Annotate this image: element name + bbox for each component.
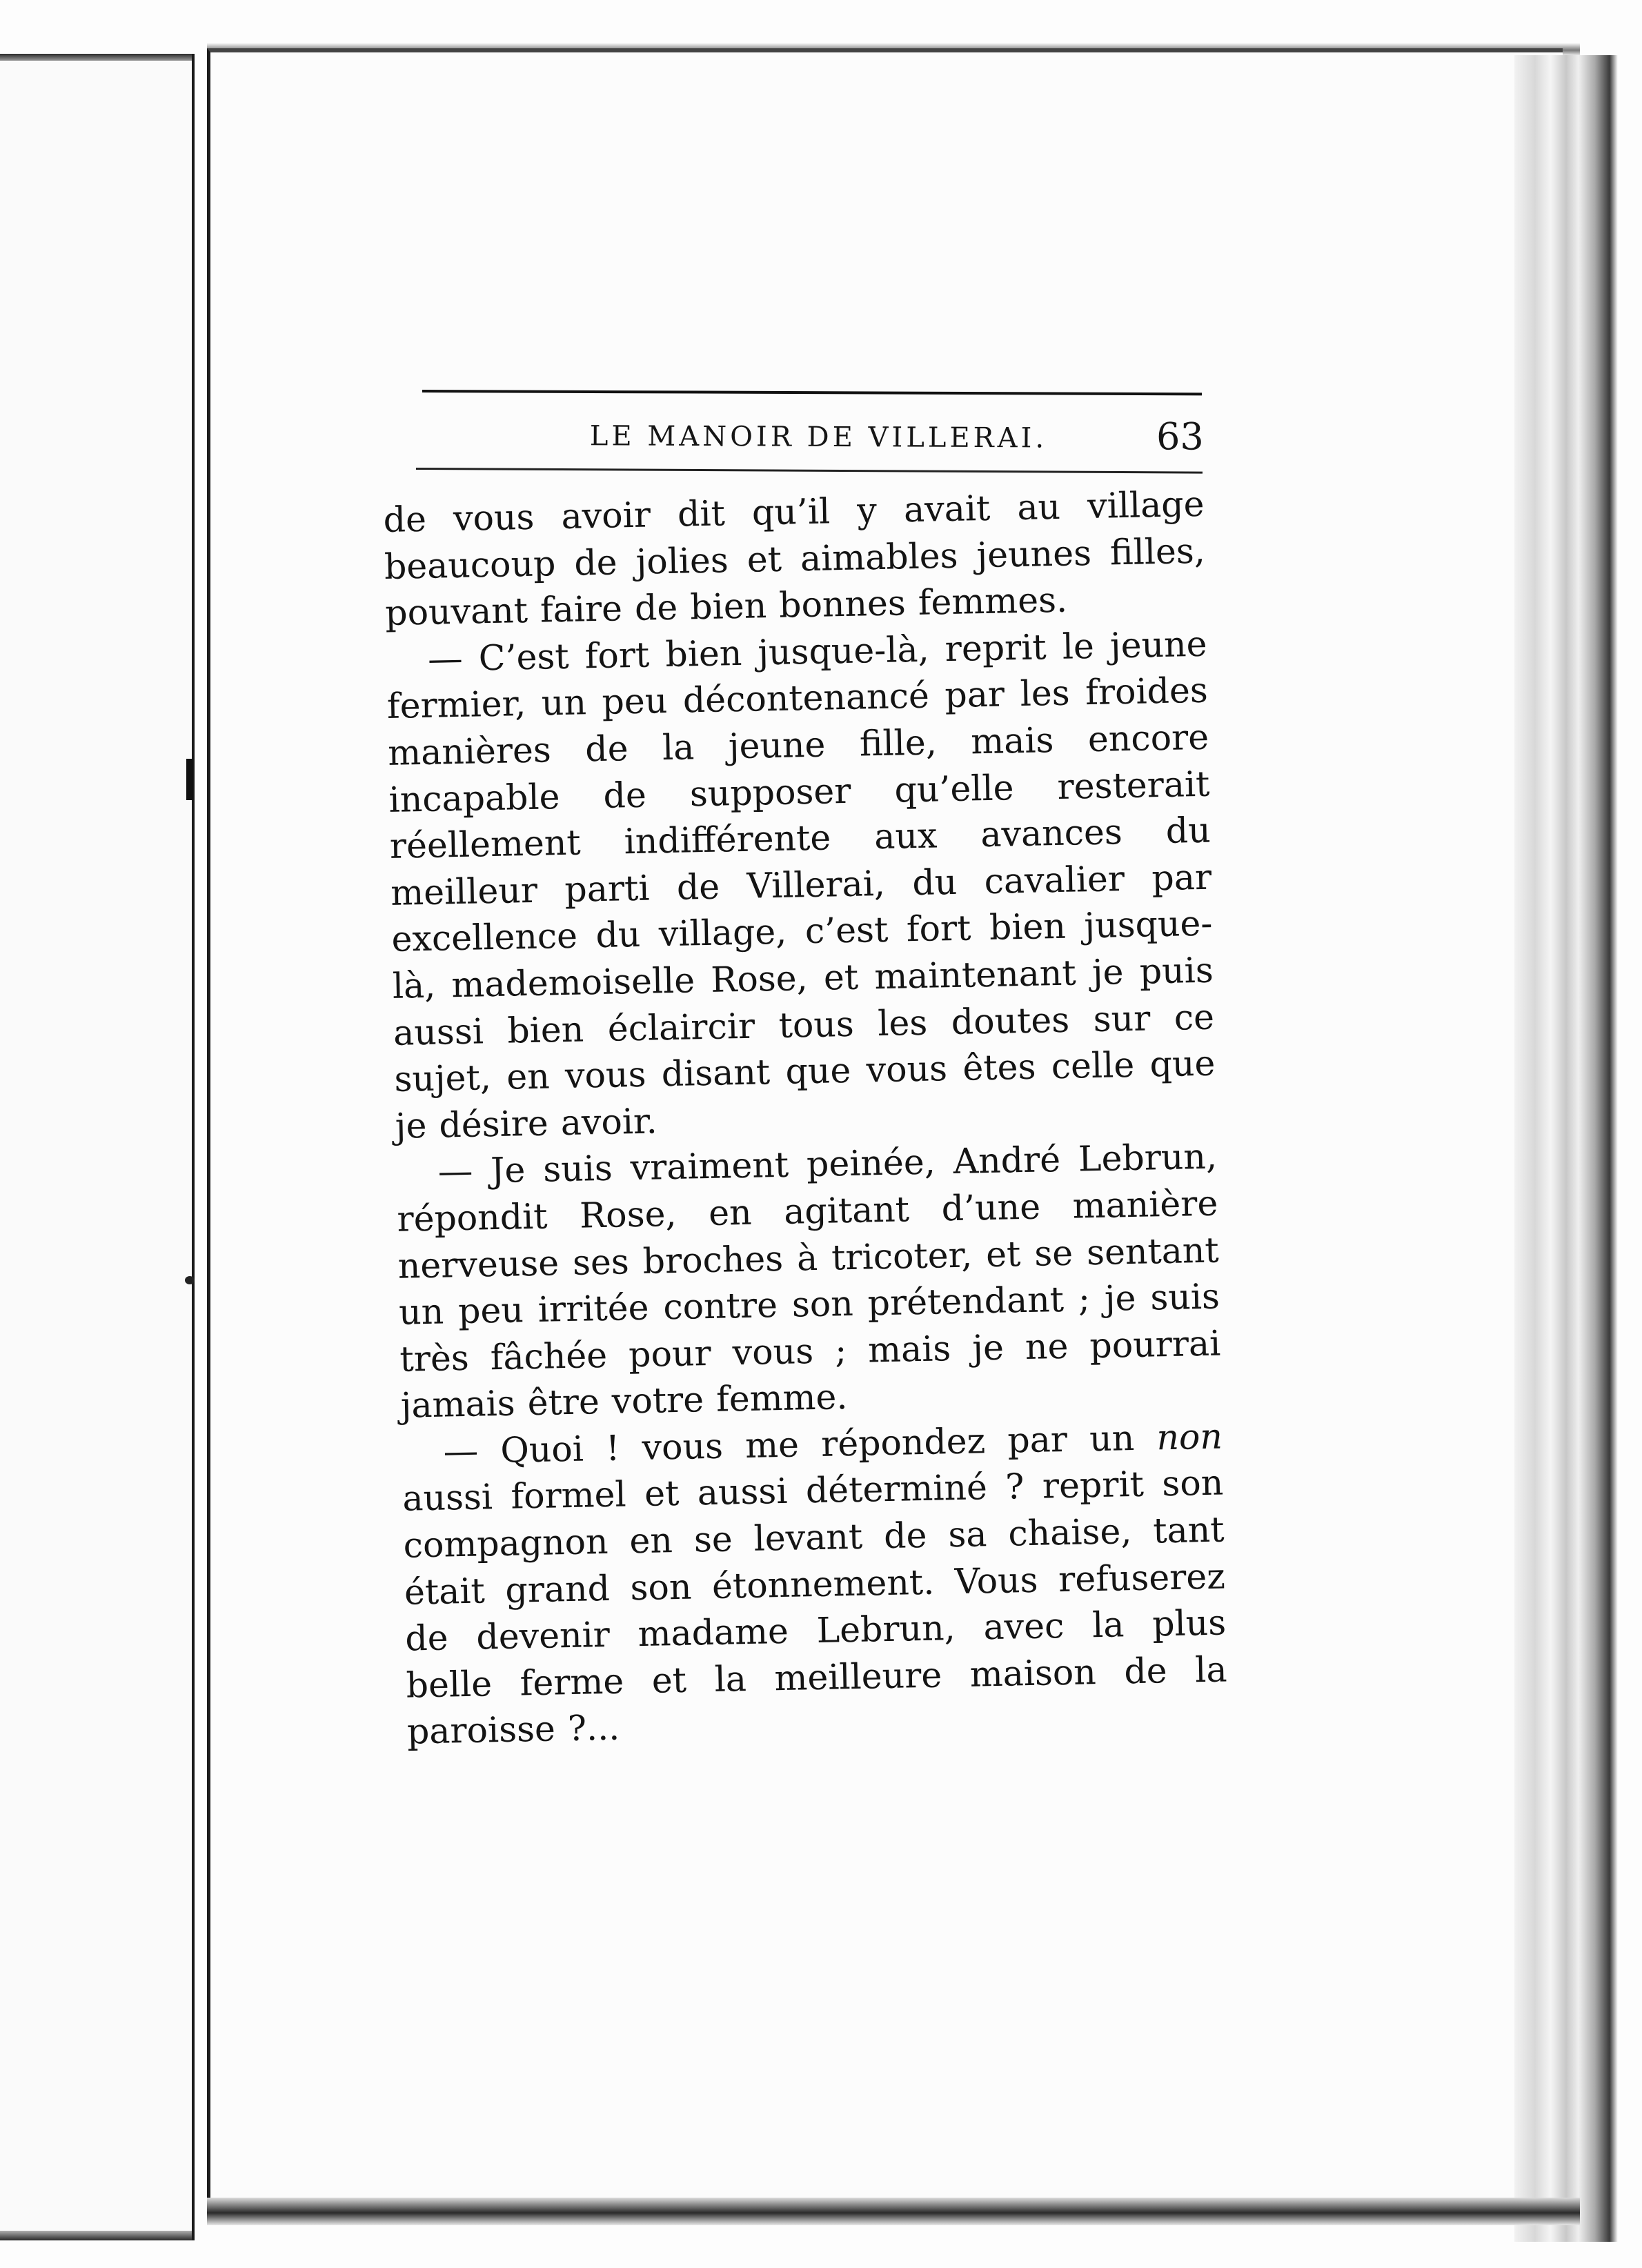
emphasized-word: non [1156, 1415, 1223, 1458]
paragraph: — C’est fort bien jusque-là, reprit le jeune fermier, un peu décontenancé par les froides manières de la jeune fille, mais encore incapable de supposer qu’elle resterait réellement indifférente aux avances du meilleur parti de Villerai, du cavalier par excellence du village, c’est fort bien jusque-là, mademoiselle Rose, et maintenant je puis aussi bien éclaircir tous les doutes sur ce sujet, en vous disant que vous êtes celle que je désire avoir. [386, 623, 1216, 1146]
facing-page-edge [0, 54, 195, 2240]
paragraph: — Je suis vraiment peinée, André Lebrun, répondit Rose, en agitant d’une manière nerveuse ses broches à tricoter, et se sentant un peu irritée contre son prétendant ; je suis très fâchée pour vous ; mais je ne pourrai jamais être votre femme. [396, 1135, 1221, 1426]
binding-mark [186, 759, 193, 800]
paragraph-text: de vous avoir dit qu’il y avait au village beaucoup de jolies et aimables jeunes filles, pouvant faire de bien bonnes femmes. [383, 483, 1206, 634]
paragraph-text: aussi formel et aussi déterminé ? reprit son compagnon en se levant de sa chaise, tant était grand son étonnement. Vous refuserez de devenir madame Lebrun, avec la plus belle ferme et la meilleure maison de la paroisse ?... [402, 1462, 1228, 1753]
page-number: 63 [1156, 415, 1205, 459]
page-stack-edge [1514, 55, 1618, 2242]
binding-dot [185, 1276, 195, 1284]
page-body [383, 481, 1228, 1755]
paragraph [383, 481, 1207, 637]
paragraph-text: — Quoi ! vous me répondez par un [443, 1417, 1135, 1472]
page-header [414, 414, 1204, 472]
paragraph [401, 1413, 1228, 1755]
page-bottom-edge [207, 2198, 1580, 2225]
running-title: LE MANOIR DE VILLERAI. [589, 420, 1048, 455]
